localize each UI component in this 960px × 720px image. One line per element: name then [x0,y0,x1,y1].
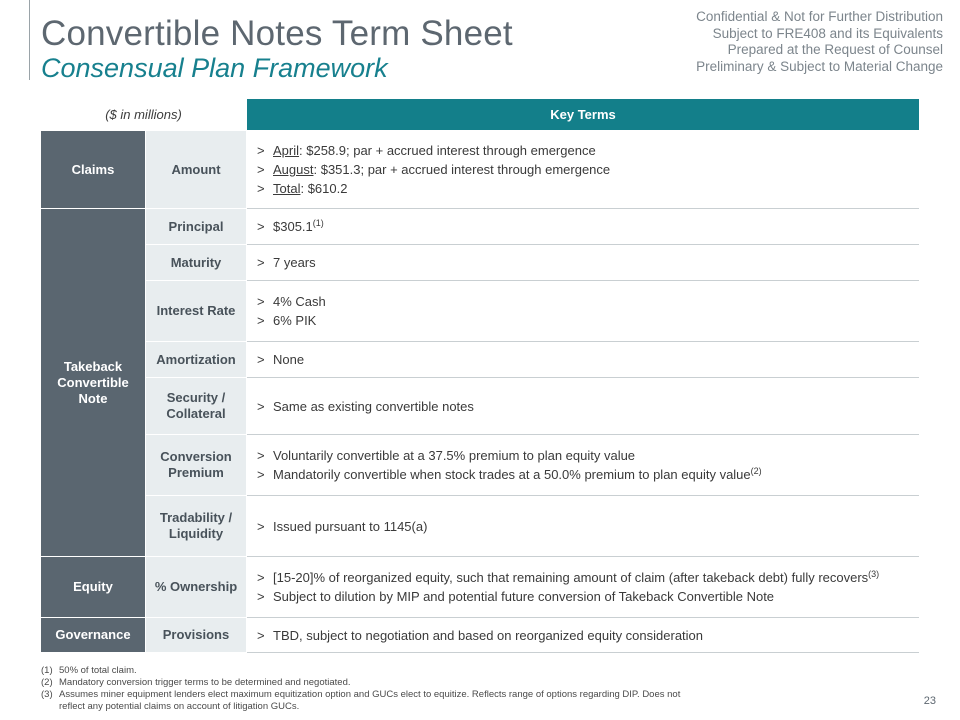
category-equity: Equity [41,557,145,617]
footnote-item [41,665,680,677]
bullet-marker: > [257,627,265,643]
term-text: : $610.2 [300,181,348,196]
term-text: Issued pursuant to 1145(a) [273,518,428,534]
term-text: TBD, subject to negotiation and based on reorganized equity consideration [273,627,704,643]
bullet-item [247,179,919,198]
row-label-maturity: Maturity [146,245,246,280]
terms-provisions [247,618,919,652]
disclaimer-line: Subject to FRE408 and its Equivalents [712,25,943,41]
terms-maturity [247,245,919,280]
footnote-item [41,677,680,689]
term-key: April [273,143,300,158]
footnote-number: (2) [41,677,53,688]
term-key: August [273,162,314,177]
footnote-item [41,689,680,713]
row-label-provisions: Provisions [146,618,246,652]
terms-conversion-premium [247,435,919,495]
category-takeback-convertible-note: Takeback Convertible Note [41,209,145,556]
terms-amortization [247,342,919,377]
footnote-text: 50% of total claim. [59,665,137,676]
row-label-principal: Principal [146,209,246,244]
terms-security-collateral [247,378,919,434]
footnote-ref: (3) [868,569,880,579]
confidentiality-disclaimer [696,9,943,75]
bullet-marker: > [257,162,265,177]
term-text: 6% PIK [273,313,317,328]
term-text: : $258.9; par + accrued interest through emergence [299,143,596,158]
term-key: Total [273,181,301,196]
row-label-tradability-liquidity: Tradability / Liquidity [146,496,246,556]
row-label-amount: Amount [146,131,246,208]
bullet-item [247,587,919,606]
bullet-item [247,465,919,484]
terms-ownership [247,557,919,617]
row-label-ownership: % Ownership [146,557,246,617]
bullet-marker: > [257,518,265,534]
bullet-item [247,160,919,179]
footnote-number: (1) [41,665,53,676]
page-title: Convertible Notes Term Sheet [41,14,513,53]
bullet-marker: > [257,589,265,604]
footnote-number: (3) [41,689,53,700]
bullet-item [247,397,919,416]
bullet-item [247,292,919,311]
footnotes [41,665,680,713]
term-text: Subject to dilution by MIP and potential future conversion of Takeback Convertible Note [273,589,775,604]
bullet-marker: > [257,255,265,270]
bullet-marker: > [257,181,265,196]
footnote-text: Assumes miner equipment lenders elect maximum equitization option and GUCs elect to equitize. Reflects range of options regarding DIP. Does not [59,689,681,700]
row-label-conversion-premium: Conversion Premium [146,435,246,495]
page-subtitle: Consensual Plan Framework [41,53,388,83]
category-governance: Governance [41,618,145,652]
bullet-item [247,141,919,160]
term-text: None [273,352,305,367]
row-divider [247,652,919,653]
row-label-interest-rate: Interest Rate [146,281,246,341]
bullet-marker: > [257,398,265,414]
bullet-marker: > [257,313,265,328]
bullet-marker: > [257,352,265,367]
terms-interest-rate [247,281,919,341]
title-accent-bar [29,0,30,80]
bullet-marker: > [257,448,265,463]
row-label-amortization: Amortization [146,342,246,377]
term-text: Same as existing convertible notes [273,398,474,414]
bullet-marker: > [257,294,265,309]
bullet-item [247,568,919,587]
bullet-marker: > [257,570,265,585]
bullet-item [247,253,919,272]
units-label: ($ in millions) [105,107,182,122]
bullet-marker: > [257,467,265,482]
term-text: : $351.3; par + accrued interest through emergence [313,162,611,177]
disclaimer-line: Prepared at the Request of Counsel [727,42,943,57]
term-text: 4% Cash [273,294,326,309]
page-number: 23 [923,695,936,707]
terms-tradability-liquidity [247,496,919,556]
row-label-security-collateral: Security / Collateral [146,378,246,434]
term-text: Mandatorily convertible when stock trades at a 50.0% premium to plan equity value [273,467,751,482]
footnote-text: Mandatory conversion trigger terms to be determined and negotiated. [59,677,351,688]
footnote-ref: (1) [312,218,324,228]
term-text: Voluntarily convertible at a 37.5% premium to plan equity value [273,448,636,463]
bullet-item [247,217,919,236]
disclaimer-line: Confidential & Not for Further Distribution [696,9,943,24]
category-claims: Claims [41,131,145,208]
bullet-item [247,517,919,536]
terms-amount [247,131,919,208]
bullet-item [247,626,919,645]
terms-principal [247,209,919,244]
bullet-item [247,350,919,369]
disclaimer-line: Preliminary & Subject to Material Change [696,58,943,74]
term-text: $305.1 [273,219,313,234]
bullet-item [247,446,919,465]
bullet-marker: > [257,143,265,158]
footnote-ref: (2) [750,466,762,476]
key-terms-header: Key Terms [247,99,919,130]
bullet-marker: > [257,219,265,234]
term-text: 7 years [273,255,316,270]
term-text: [15-20]% of reorganized equity, such that remaining amount of claim (after takeback debt) fully recovers [273,570,869,585]
bullet-item [247,311,919,330]
footnote-text: reflect any potential claims on account of litigation GUCs. [59,701,300,712]
